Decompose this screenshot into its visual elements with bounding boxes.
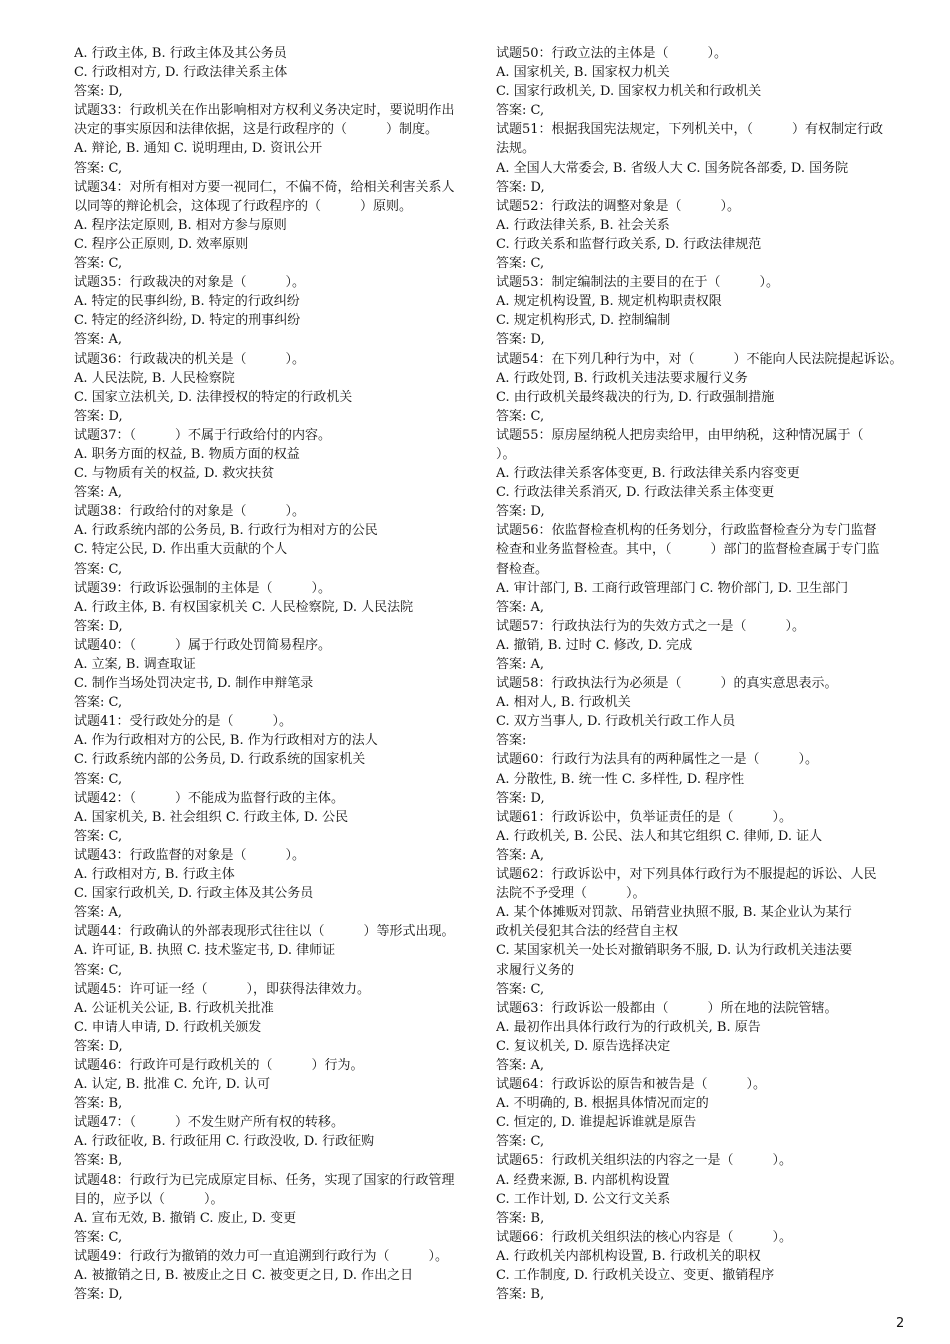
text-line: C. 双方当事人, D. 行政机关行政工作人员 xyxy=(496,714,736,730)
text-line: A. 某个体摊贩对罚款、吊销营业执照不服, B. 某企业认为某行 xyxy=(496,905,852,921)
text-line: 答案: C, xyxy=(496,981,545,997)
text-line: A. 行政相对方, B. 行政主体 xyxy=(74,867,235,883)
text-line: A. 人民法院, B. 人民检察院 xyxy=(74,370,235,386)
text-line: C. 工作制度, D. 行政机关设立、变更、撤销程序 xyxy=(496,1268,775,1283)
text-line: C. 国家立法机关, D. 法律授权的特定的行政机关 xyxy=(74,389,353,405)
text-line: A. 分散性, B. 统一性 C. 多样性, D. 程序性 xyxy=(496,771,745,787)
text-line: 试题60：行政行为法具有的两种属性之一是（ ）。 xyxy=(496,752,819,768)
text-line: 答案: A, xyxy=(496,657,545,672)
text-line: 答案: C, xyxy=(74,771,123,787)
text-line: A. 被撤销之日, B. 被废止之日 C. 被变更之日, D. 作出之日 xyxy=(74,1268,414,1283)
text-line: C. 特定的经济纠纷, D. 特定的刑事纠纷 xyxy=(74,313,301,329)
text-line: 试题38：行政给付的对象是（ ）。 xyxy=(74,504,306,520)
text-line: A. 程序法定原则, B. 相对方参与原则 xyxy=(74,217,287,233)
text-line: A. 行政主体, B. 行政主体及其公务员 xyxy=(74,46,287,61)
text-line: 答案: D, xyxy=(74,408,123,424)
text-line: A. 国家机关, B. 国家权力机关 xyxy=(496,65,670,81)
text-line: 答案: B, xyxy=(496,1287,545,1303)
text-line: 试题34：对所有相对方要一视同仁，不偏不倚，给相关利害关系人 xyxy=(74,179,455,195)
text-line: A. 行政征收, B. 行政征用 C. 行政没收, D. 行政征购 xyxy=(74,1134,375,1150)
text-line: C. 制作当场处罚决定书, D. 制作申辩笔录 xyxy=(74,676,314,692)
text-line: A. 辩论, B. 通知 C. 说明理由, D. 资讯公开 xyxy=(74,141,323,157)
text-line: 试题47：（ ）不发生财产所有权的转移。 xyxy=(74,1115,345,1131)
text-line: 督检查。 xyxy=(496,561,549,577)
text-line: 答案: D, xyxy=(496,790,545,806)
text-line: A. 规定机构设置, B. 规定机构职责权限 xyxy=(496,294,722,310)
text-line: 试题56：依监督检查机构的任务划分，行政监督检查分为专门监督 xyxy=(496,523,877,539)
text-line: 试题43：行政监督的对象是（ ）。 xyxy=(74,847,306,863)
text-line: 答案: D, xyxy=(496,179,545,195)
text-line: 试题44：行政确认的外部表现形式往往以（ ）等形式出现。 xyxy=(74,924,455,940)
text-line: 答案: C, xyxy=(74,160,123,176)
text-line: 试题65：行政机关组织法的内容之一是（ ）。 xyxy=(496,1153,793,1169)
text-line: 试题54：在下列几种行为中，对（ ）不能向人民法院提起诉讼。 xyxy=(496,351,903,367)
text-line: 试题39：行政诉讼强制的主体是（ ）。 xyxy=(74,580,332,596)
text-line: C. 工作计划, D. 公文行文关系 xyxy=(496,1191,671,1207)
text-line: 试题40：（ ）属于行政处罚简易程序。 xyxy=(74,637,332,653)
text-line: 答案: C, xyxy=(74,962,123,978)
text-line: 答案: C, xyxy=(74,695,123,711)
text-line: 答案: D, xyxy=(74,618,123,634)
text-line: 答案: D, xyxy=(74,1038,123,1054)
text-line: C. 行政法律关系消灭, D. 行政法律关系主体变更 xyxy=(496,485,775,501)
text-line: 试题35：行政裁决的对象是（ ）。 xyxy=(74,275,306,291)
text-line: 试题57：行政执法行为的失效方式之一是（ ）。 xyxy=(496,618,806,634)
text-line: 试题41：受行政处分的是（ ）。 xyxy=(74,714,293,730)
text-line: 答案: C, xyxy=(74,256,123,272)
text-line: 答案: C, xyxy=(74,828,123,844)
text-line: C. 行政相对方, D. 行政法律关系主体 xyxy=(74,65,288,81)
text-line: 试题52：行政法的调整对象是（ ）。 xyxy=(496,198,741,214)
text-line: A. 职务方面的权益, B. 物质方面的权益 xyxy=(74,446,300,462)
text-line: C. 恒定的, D. 谁提起诉谁就是原告 xyxy=(496,1115,697,1131)
text-line: 试题51：根据我国宪法规定，下列机关中，（ ）有权制定行政 xyxy=(496,122,884,138)
text-line: A. 行政系统内部的公务员, B. 行政行为相对方的公民 xyxy=(74,523,378,539)
page-number: 2 xyxy=(896,1316,905,1331)
text-line: 答案: D, xyxy=(496,332,545,348)
text-line: 答案: C, xyxy=(496,1134,545,1150)
text-line: A. 行政机关内部机构设置, B. 行政机关的职权 xyxy=(496,1248,761,1264)
text-line: 答案: A, xyxy=(496,1057,545,1073)
text-line: 答案: A, xyxy=(496,847,545,863)
text-line: A. 特定的民事纠纷, B. 特定的行政纠纷 xyxy=(74,294,300,310)
text-line: 试题33：行政机关在作出影响相对方权利义务决定时，要说明作出 xyxy=(74,103,455,119)
left-column xyxy=(74,44,486,1304)
text-line: C. 某国家机关一处长对撤销职务不服, D. 认为行政机关违法要 xyxy=(496,943,853,959)
text-line: A. 不明确的, B. 根据具体情况而定的 xyxy=(496,1096,709,1112)
text-line: A. 立案, B. 调查取证 xyxy=(74,657,196,672)
text-line: 答案: B, xyxy=(74,1153,123,1169)
text-line: C. 行政系统内部的公务员, D. 行政系统的国家机关 xyxy=(74,752,366,768)
text-line: 答案: D, xyxy=(74,1287,123,1303)
text-line: ）。 xyxy=(496,446,516,462)
text-line: A. 经费来源, B. 内部机构设置 xyxy=(496,1172,670,1188)
text-line: 试题58：行政执法行为必须是（ ）的真实意思表示。 xyxy=(496,676,838,692)
text-line: C. 规定机构形式, D. 控制编制 xyxy=(496,313,671,329)
text-line: 答案: A, xyxy=(496,599,545,615)
text-line: 试题53：制定编制法的主要目的在于（ ）。 xyxy=(496,275,780,291)
text-line: C. 与物质有关的权益, D. 救灾扶贫 xyxy=(74,466,275,482)
text-line: A. 国家机关, B. 社会组织 C. 行政主体, D. 公民 xyxy=(74,809,349,825)
text-line: C. 申请人申请, D. 行政机关颁发 xyxy=(74,1019,262,1035)
text-line: 试题45：许可证一经（ ），即获得法律效力。 xyxy=(74,981,371,997)
text-line: 答案: D, xyxy=(496,504,545,520)
text-line: 试题36：行政裁决的机关是（ ）。 xyxy=(74,351,306,367)
text-line: 法院不予受理（ ）。 xyxy=(496,886,646,902)
text-line: A. 公证机关公证, B. 行政机关批准 xyxy=(74,1000,274,1016)
text-line: 决定的事实原因和法律依据，这是行政程序的（ ）制度。 xyxy=(74,122,439,138)
text-line: 试题49：行政行为撤销的效力可一直追溯到行政行为（ ）。 xyxy=(74,1248,449,1264)
text-line: 试题61：行政诉讼中，负举证责任的是（ ）。 xyxy=(496,809,793,825)
text-line: 试题63：行政诉讼一般都由（ ）所在地的法院管辖。 xyxy=(496,1000,838,1016)
text-line: 答案: D, xyxy=(74,84,123,100)
text-line: A. 行政主体, B. 有权国家机关 C. 人民检察院, D. 人民法院 xyxy=(74,599,414,615)
text-line: C. 由行政机关最终裁决的行为, D. 行政强制措施 xyxy=(496,389,775,405)
text-line: 试题48：行政行为已完成原定目标、任务，实现了国家的行政管理 xyxy=(74,1172,455,1188)
text-line: 试题66：行政机关组织法的核心内容是（ ）。 xyxy=(496,1229,793,1245)
text-line: A. 行政机关, B. 公民、法人和其它组织 C. 律师, D. 证人 xyxy=(496,828,823,844)
text-line: A. 行政法律关系客体变更, B. 行政法律关系内容变更 xyxy=(496,466,800,482)
text-line: 法规。 xyxy=(496,141,536,157)
text-line: 答案: C, xyxy=(74,561,123,577)
text-line: A. 作为行政相对方的公民, B. 作为行政相对方的法人 xyxy=(74,733,378,749)
text-line: 目的，应予以（ ）。 xyxy=(74,1191,224,1207)
text-line: 答案: A, xyxy=(74,905,123,921)
text-line: C. 特定公民, D. 作出重大贡献的个人 xyxy=(74,542,288,558)
text-line: A. 认定, B. 批准 C. 允许, D. 认可 xyxy=(74,1077,271,1093)
text-line: 答案: xyxy=(496,733,527,749)
text-line: 试题37：（ ）不属于行政给付的内容。 xyxy=(74,427,332,443)
text-line: C. 复议机关, D. 原告选择决定 xyxy=(496,1038,671,1054)
text-line: 答案: B, xyxy=(496,1210,545,1226)
text-line: 答案: B, xyxy=(74,1096,123,1112)
text-line: 答案: C, xyxy=(496,103,545,119)
text-line: 答案: C, xyxy=(74,1229,123,1245)
text-line: 答案: C, xyxy=(496,256,545,272)
text-line: A. 相对人, B. 行政机关 xyxy=(496,695,631,711)
text-line: C. 国家行政机关, D. 国家权力机关和行政机关 xyxy=(496,84,762,100)
right-column xyxy=(496,44,914,1304)
text-line: 答案: A, xyxy=(74,485,123,501)
text-line: C. 国家行政机关, D. 行政主体及其公务员 xyxy=(74,886,314,902)
text-line: A. 许可证, B. 执照 C. 技术鉴定书, D. 律师证 xyxy=(74,943,336,959)
text-line: A. 全国人大常委会, B. 省级人大 C. 国务院各部委, D. 国务院 xyxy=(496,160,849,176)
text-line: 试题55：原房屋纳税人把房卖给甲，由甲纳税，这种情况属于（ xyxy=(496,427,864,443)
text-line: A. 行政法律关系, B. 社会关系 xyxy=(496,217,670,233)
text-line: 求履行义务的 xyxy=(496,962,575,978)
text-line: 试题46：行政许可是行政机关的（ ）行为。 xyxy=(74,1057,364,1073)
text-line: 试题62：行政诉讼中，对下列具体行政行为不服提起的诉讼、人民 xyxy=(496,867,877,883)
text-line: 答案: A, xyxy=(74,332,123,348)
text-line: 政机关侵犯其合法的经营自主权 xyxy=(496,924,679,940)
text-line: A. 宣布无效, B. 撤销 C. 废止, D. 变更 xyxy=(74,1210,297,1226)
text-line: 答案: C, xyxy=(496,408,545,424)
text-line: 试题42：（ ）不能成为监督行政的主体。 xyxy=(74,790,345,806)
text-line: A. 撤销, B. 过时 C. 修改, D. 完成 xyxy=(496,637,693,653)
text-line: A. 行政处罚, B. 行政机关违法要求履行义务 xyxy=(496,370,748,386)
text-line: 试题50：行政立法的主体是（ ）。 xyxy=(496,46,728,61)
text-line: 检查和业务监督检查。其中，（ ）部门的监督检查属于专门监 xyxy=(496,542,880,558)
text-line: 以同等的辩论机会，这体现了行政程序的（ ）原则。 xyxy=(74,198,413,214)
text-line: 试题64：行政诉讼的原告和被告是（ ）。 xyxy=(496,1077,767,1093)
text-line: A. 最初作出具体行政行为的行政机关, B. 原告 xyxy=(496,1019,761,1035)
text-line: C. 程序公正原则, D. 效率原则 xyxy=(74,236,249,252)
text-line: A. 审计部门, B. 工商行政管理部门 C. 物价部门, D. 卫生部门 xyxy=(496,580,849,596)
text-line: C. 行政关系和监督行政关系, D. 行政法律规范 xyxy=(496,236,762,252)
